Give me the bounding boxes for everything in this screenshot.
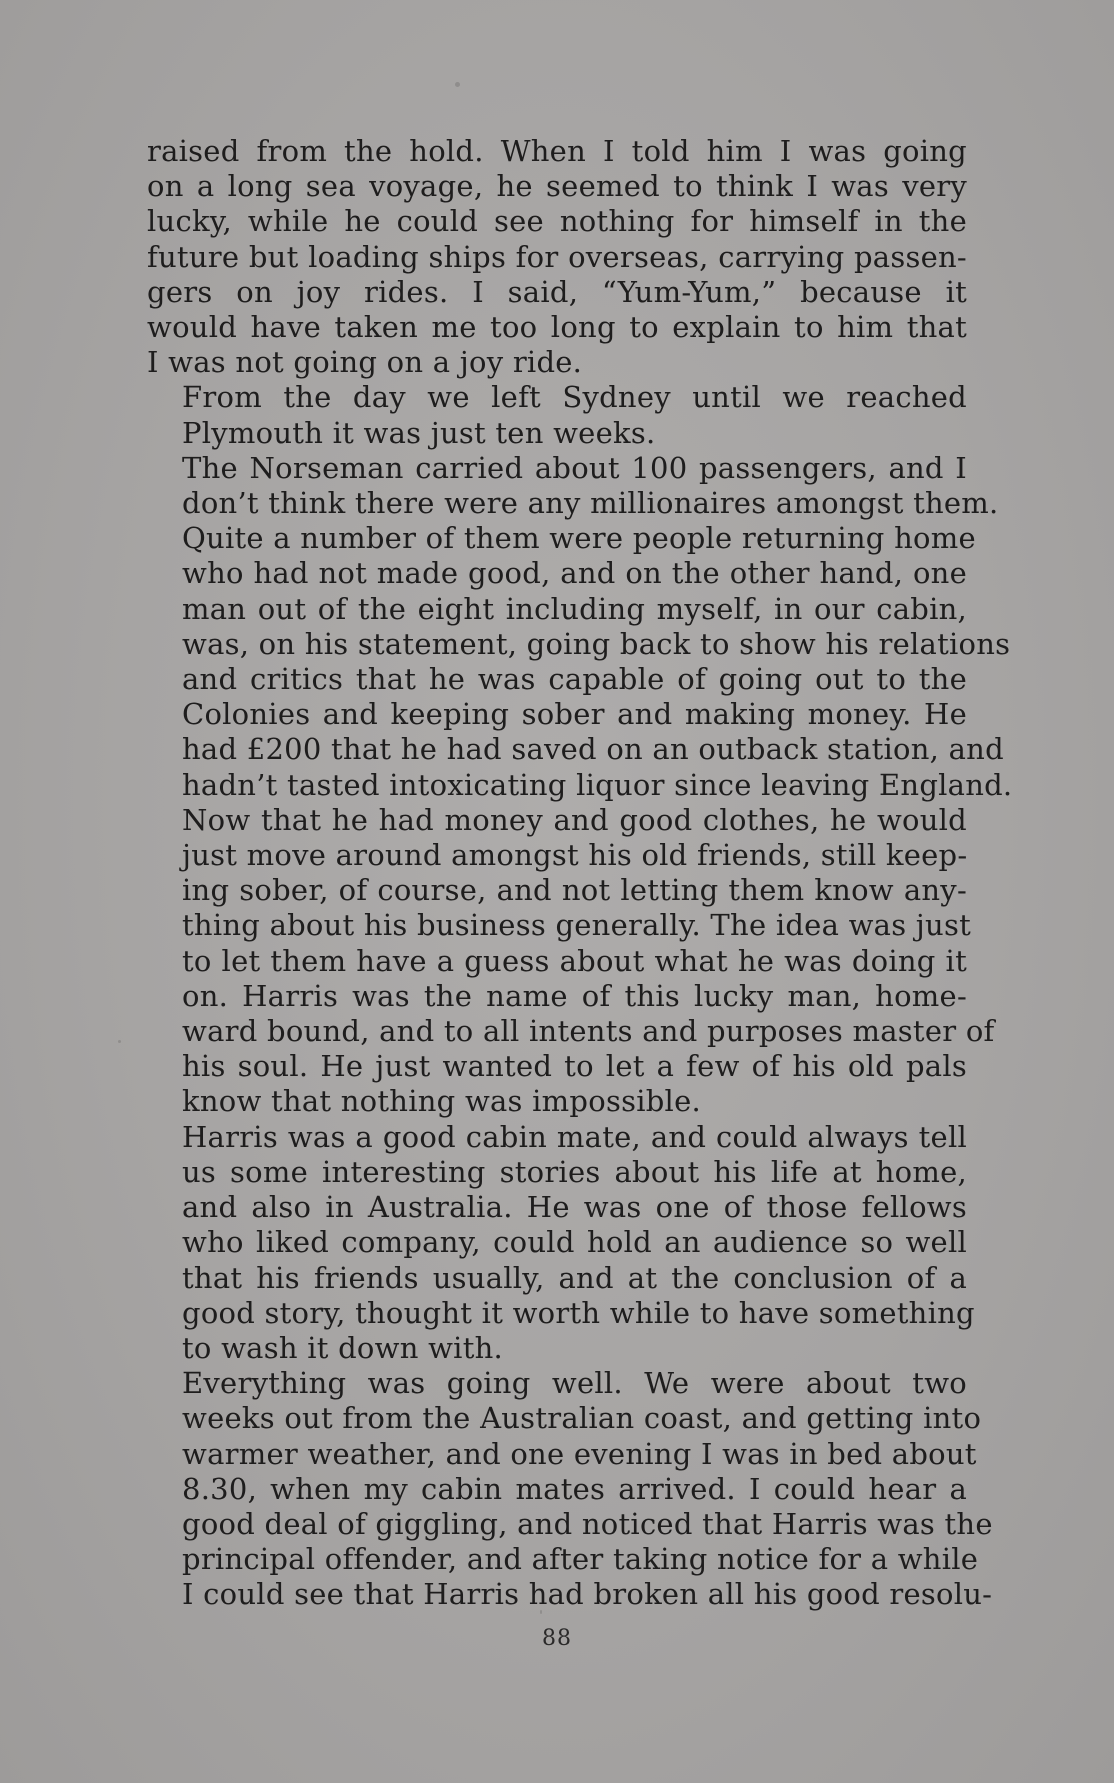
text-line: The Norseman carried about 100 passengers, and I bbox=[182, 450, 967, 485]
text-line: us some interesting stories about his life at home, bbox=[182, 1154, 967, 1189]
text-line: know that nothing was impossible. bbox=[182, 1084, 701, 1119]
paragraph bbox=[147, 1119, 975, 1366]
body-text bbox=[147, 134, 1013, 1613]
text-line: and also in Australia. He was one of those fellows bbox=[182, 1190, 967, 1225]
text-line: had £200 that he had saved on an outback station, and bbox=[182, 732, 1004, 767]
text-line: would have taken me too long to explain to him that bbox=[147, 310, 967, 345]
text-line: on. Harris was the name of this lucky man, home- bbox=[182, 978, 967, 1013]
text-line: lucky, while he could see nothing for himself in the bbox=[147, 204, 967, 239]
text-line: warmer weather, and one evening I was in bed about bbox=[182, 1436, 977, 1471]
paragraph bbox=[147, 134, 967, 380]
text-line: good story, thought it worth while to have something bbox=[182, 1295, 975, 1330]
text-line: ing sober, of course, and not letting them know any- bbox=[182, 873, 967, 908]
text-line: good deal of giggling, and noticed that Harris was the bbox=[182, 1506, 993, 1541]
paragraph bbox=[147, 380, 967, 450]
text-line: From the day we left Sydney until we reached bbox=[182, 380, 967, 415]
text-line: weeks out from the Australian coast, and getting into bbox=[182, 1401, 982, 1436]
text-line: I was not going on a joy ride. bbox=[147, 345, 583, 380]
text-line: Now that he had money and good clothes, he would bbox=[182, 802, 967, 837]
text-line: who had not made good, and on the other hand, one bbox=[182, 556, 967, 591]
text-line: Everything was going well. We were about two bbox=[182, 1366, 967, 1401]
text-line: thing about his business generally. The idea was just bbox=[182, 908, 972, 943]
text-line: future but loading ships for overseas, carrying passen- bbox=[147, 239, 967, 274]
text-line: raised from the hold. When I told him I was going bbox=[147, 134, 967, 168]
paragraph bbox=[147, 450, 1013, 1120]
text-line: hadn’t tasted intoxicating liquor since leaving England. bbox=[182, 767, 1013, 802]
page-number: 88 bbox=[542, 1626, 572, 1651]
text-line: Colonies and keeping sober and making money. He bbox=[182, 697, 967, 732]
text-line: don’t think there were any millionaires amongst them. bbox=[182, 486, 999, 521]
text-line: to let them have a guess about what he was doing it bbox=[182, 943, 967, 978]
text-line: his soul. He just wanted to let a few of his old pals bbox=[182, 1049, 967, 1084]
text-line: I could see that Harris had broken all his good resolu- bbox=[182, 1577, 993, 1612]
paper-speck bbox=[118, 1040, 121, 1043]
text-line: Plymouth it was just ten weeks. bbox=[182, 415, 656, 450]
text-line: to wash it down with. bbox=[182, 1330, 504, 1365]
text-line: 8.30, when my cabin mates arrived. I could hear a bbox=[182, 1471, 967, 1506]
text-line: Harris was a good cabin mate, and could always tell bbox=[182, 1119, 967, 1154]
text-line: on a long sea voyage, he seemed to think I was very bbox=[147, 169, 967, 204]
text-line: principal offender, and after taking notice for a while bbox=[182, 1542, 979, 1577]
text-line: man out of the eight including myself, in our cabin, bbox=[182, 591, 967, 626]
paragraph bbox=[147, 1366, 993, 1612]
text-line: and critics that he was capable of going out to the bbox=[182, 662, 967, 697]
text-line: ward bound, and to all intents and purposes master of bbox=[182, 1014, 995, 1049]
text-line: just move around amongst his old friends, still keep- bbox=[182, 838, 968, 873]
text-line: was, on his statement, going back to show his relations bbox=[182, 626, 1011, 661]
text-line: Quite a number of them were people returning home bbox=[182, 521, 976, 556]
text-line: who liked company, could hold an audience so well bbox=[182, 1225, 967, 1260]
text-line: that his friends usually, and at the conclusion of a bbox=[182, 1260, 967, 1295]
text-line: gers on joy rides. I said, “Yum-Yum,” because it bbox=[147, 274, 967, 309]
paper-speck bbox=[455, 82, 460, 87]
